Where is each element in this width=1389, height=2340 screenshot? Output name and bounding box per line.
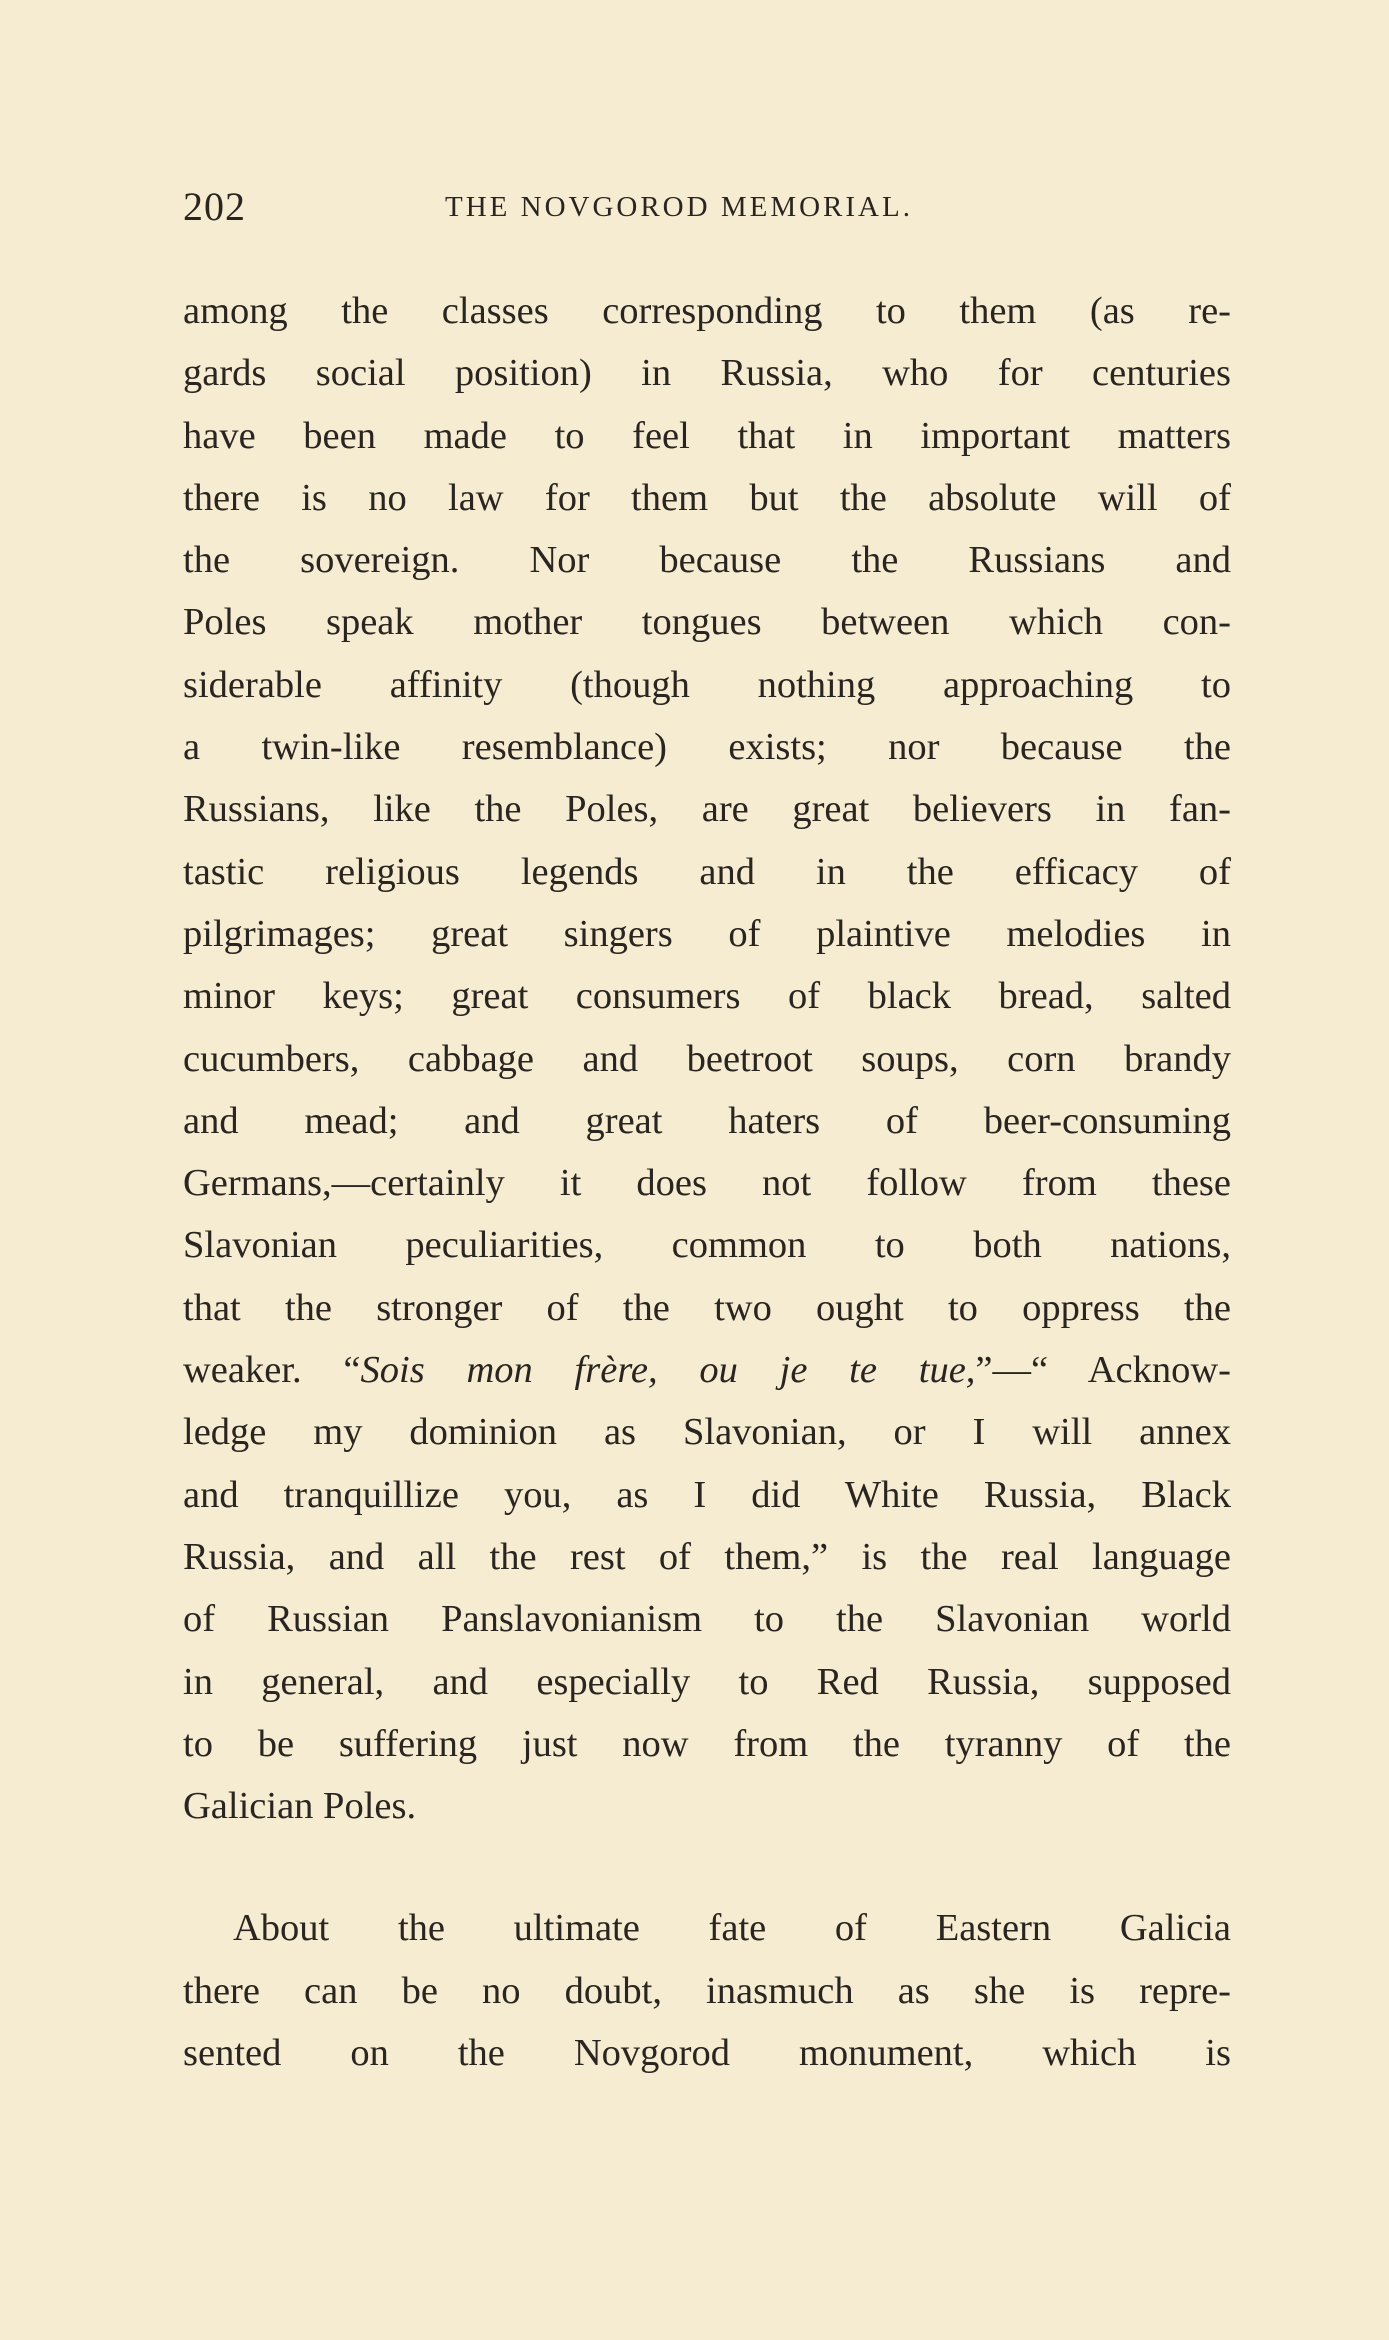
text-line: in general, and especially to Red Russia, supposed xyxy=(183,1660,1231,1703)
text-line: and mead; and great haters of beer-consuming xyxy=(183,1099,1231,1142)
text-line: ledge my dominion as Slavonian, or I will annex xyxy=(183,1411,1231,1454)
text-line: pilgrimages; great singers of plaintive melodies in xyxy=(183,912,1231,955)
text-line: that the stronger of the two ought to oppress the xyxy=(183,1286,1231,1329)
body-text xyxy=(183,280,1231,2084)
page-number: 202 xyxy=(183,184,246,229)
text-line: cucumbers, cabbage and beetroot soups, corn brandy xyxy=(183,1037,1231,1080)
text-line: sented on the Novgorod monument, which is xyxy=(183,2032,1231,2075)
text-line: there can be no doubt, inasmuch as she is repre- xyxy=(183,1969,1231,2012)
italic-french-quote: Sois mon frère, ou je te tue, xyxy=(360,1349,976,1392)
text-line: and tranquillize you, as I did White Russia, Black xyxy=(183,1473,1231,1516)
text-segment: weaker. “ xyxy=(183,1349,361,1392)
running-head: THE NOVGOROD MEMORIAL. xyxy=(445,191,913,223)
text-line: gards social position) in Russia, who for centuries xyxy=(183,352,1231,395)
text-line: among the classes corresponding to them (as re- xyxy=(183,290,1231,332)
text-line: siderable affinity (though nothing approaching to xyxy=(183,663,1231,706)
text-line: Russia, and all the rest of them,” is the real language xyxy=(183,1535,1231,1578)
paragraph-2 xyxy=(183,1897,1231,2084)
text-line: About the ultimate fate of Eastern Galicia xyxy=(233,1907,1231,1950)
text-segment: ”—“ Acknow- xyxy=(975,1349,1231,1392)
text-line: Poles speak mother tongues between which con- xyxy=(183,601,1231,644)
text-line: tastic religious legends and in the efficacy of xyxy=(183,850,1231,893)
text-line: Slavonian peculiarities, common to both nations, xyxy=(183,1224,1231,1267)
text-line: Russians, like the Poles, are great believers in fan- xyxy=(183,788,1231,831)
text-line-with-italic-quote xyxy=(183,1339,1231,1401)
text-line: there is no law for them but the absolute will of xyxy=(183,476,1231,519)
text-line: the sovereign. Nor because the Russians and xyxy=(183,539,1231,582)
paragraph-1 xyxy=(183,280,1231,1837)
text-line: minor keys; great consumers of black bread, salted xyxy=(183,975,1231,1018)
text-line: to be suffering just now from the tyranny of the xyxy=(183,1722,1231,1765)
text-line: of Russian Panslavonianism to the Slavonian world xyxy=(183,1598,1231,1641)
text-line: Galician Poles. xyxy=(183,1785,417,1828)
paragraph-gap xyxy=(183,1837,1231,1897)
page-header xyxy=(183,183,1233,243)
text-line: Germans,—certainly it does not follow from these xyxy=(183,1162,1231,1205)
text-line: a twin-like resemblance) exists; nor because the xyxy=(183,726,1231,769)
text-line: have been made to feel that in important matters xyxy=(183,414,1231,457)
